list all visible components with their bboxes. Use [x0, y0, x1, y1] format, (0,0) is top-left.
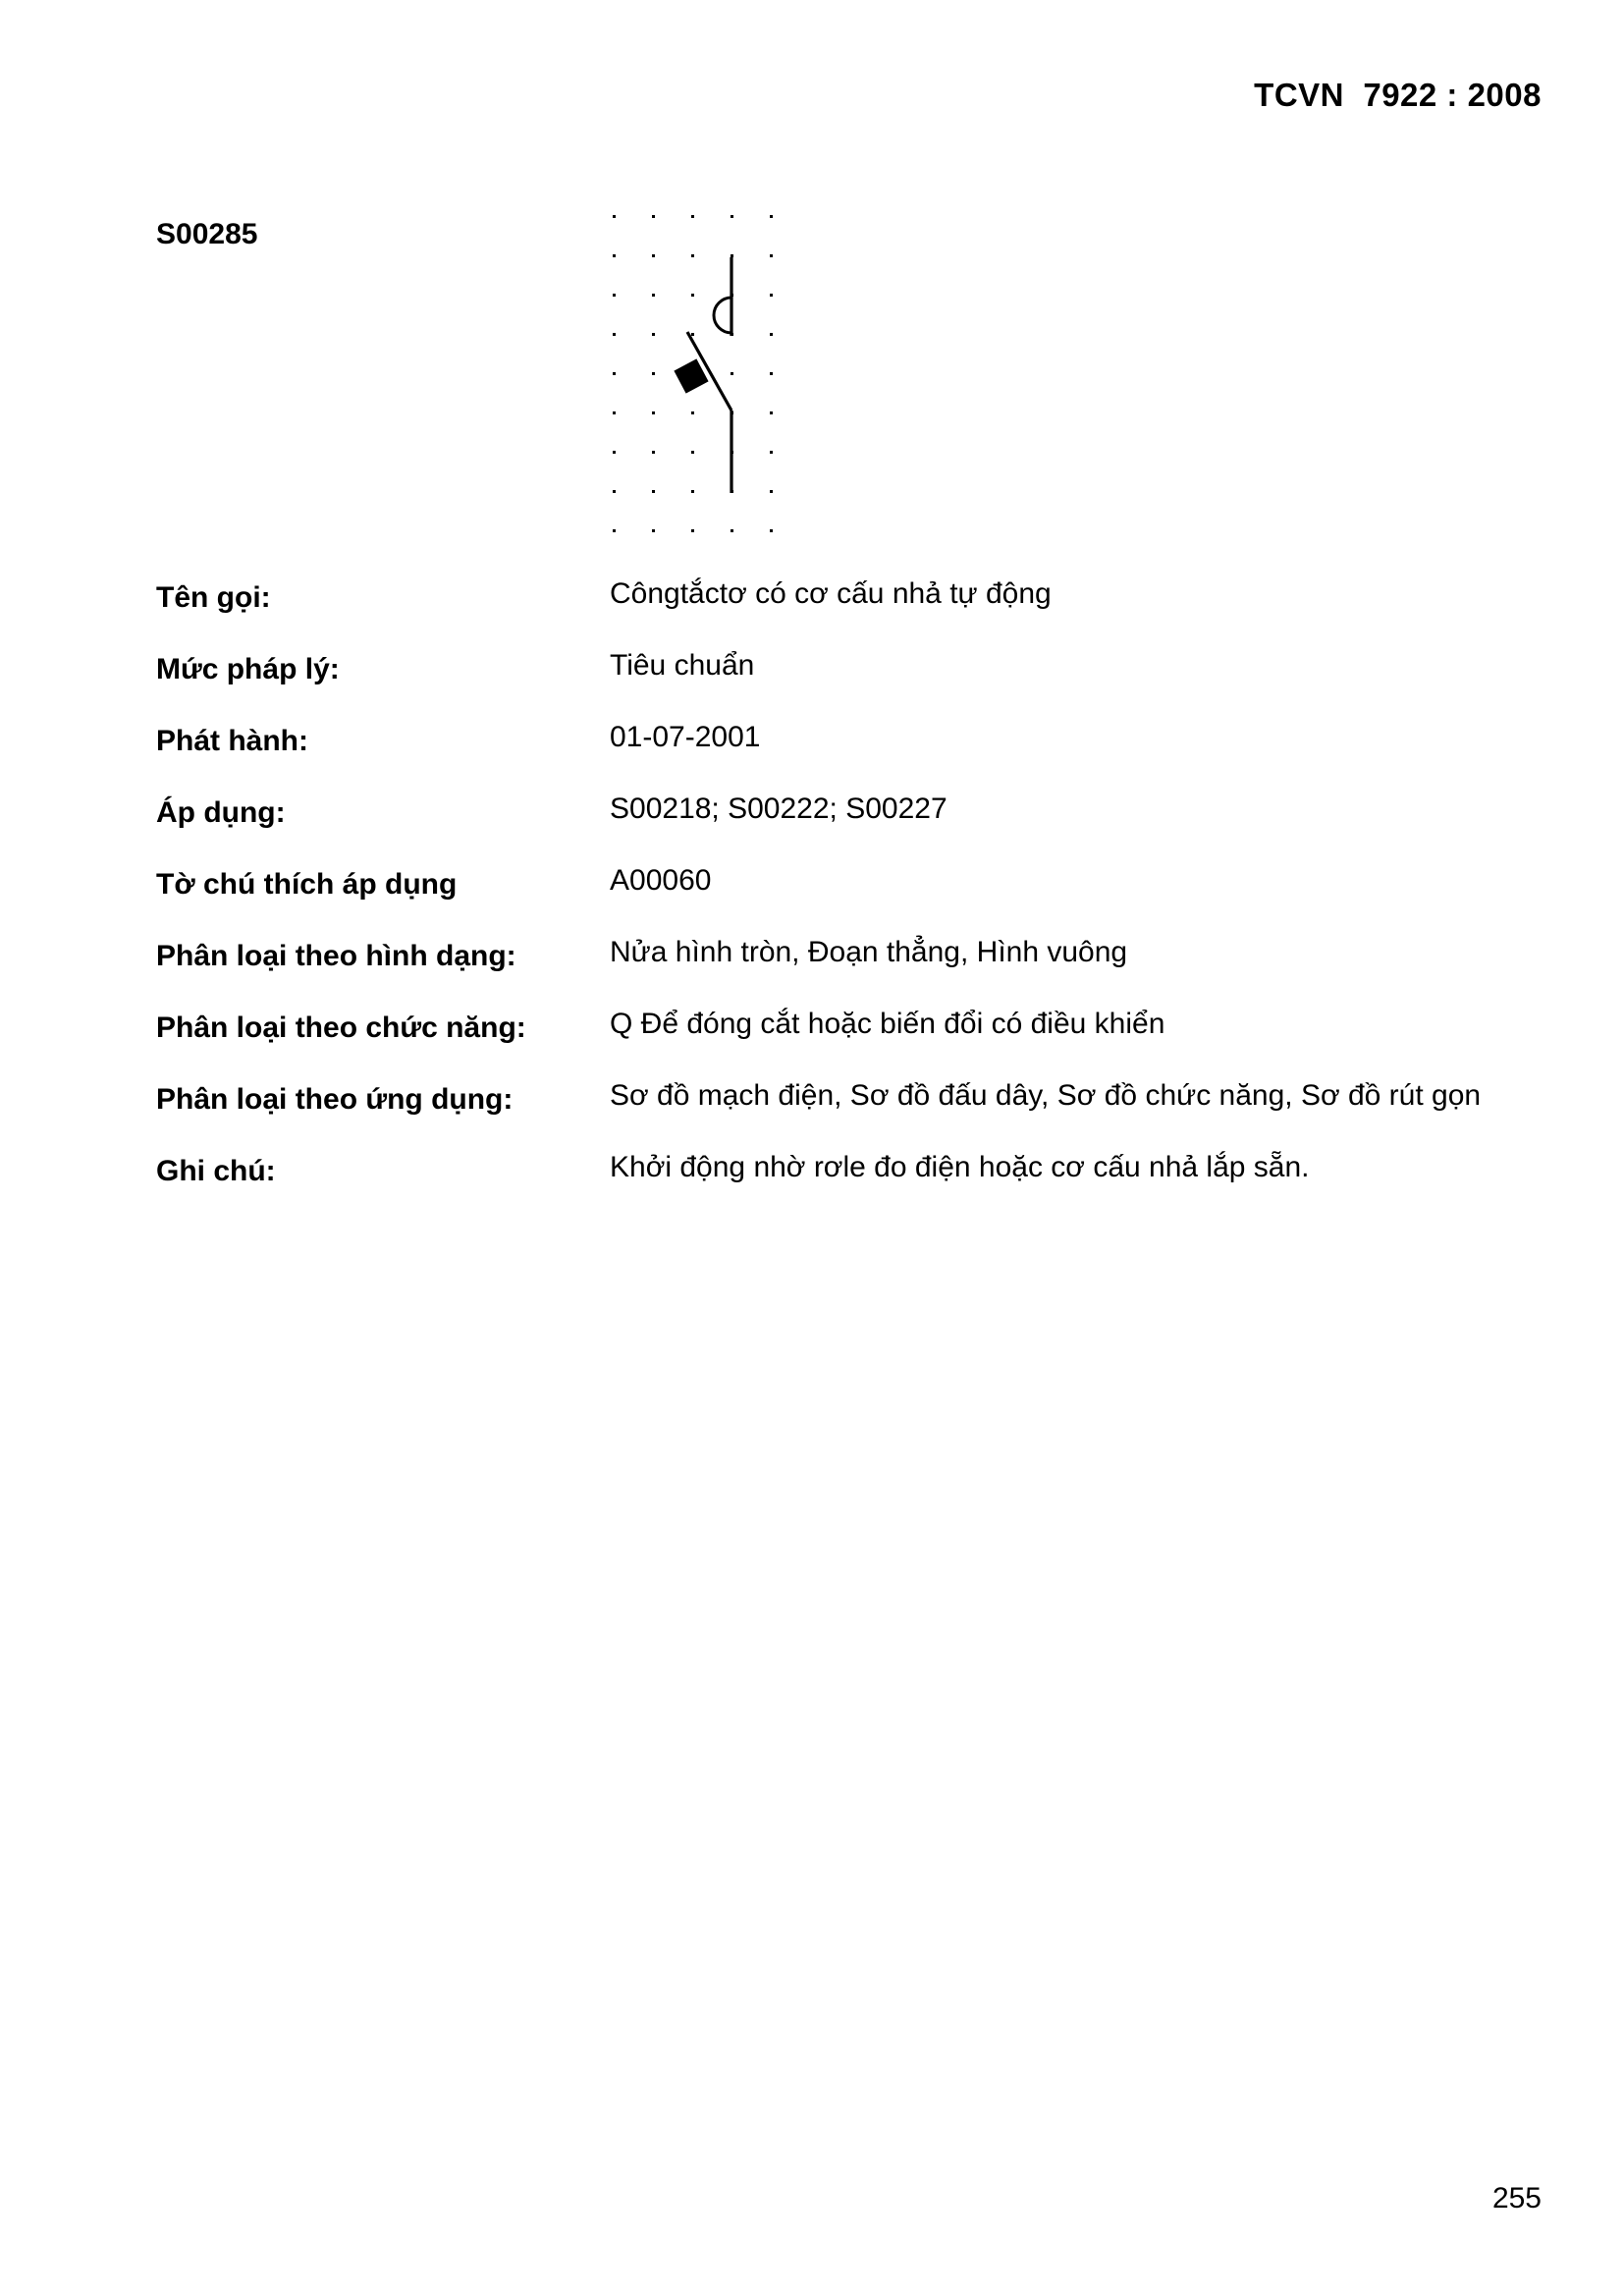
grid-dot [613, 254, 616, 257]
grid-dot [691, 451, 694, 454]
property-row-application-class [156, 1071, 1550, 1143]
grid-dot [613, 490, 616, 493]
grid-dot [731, 372, 733, 375]
grid-dot [770, 451, 773, 454]
grid-dot [691, 294, 694, 297]
property-value: S00218; S00222; S00227 [610, 793, 947, 825]
property-row-issued [156, 713, 1550, 785]
property-row-function-class [156, 1000, 1550, 1071]
grid-dot [652, 254, 655, 257]
grid-dot [770, 529, 773, 532]
grid-dot [652, 529, 655, 532]
grid-dot [691, 215, 694, 218]
symbol-code: S00285 [156, 218, 258, 250]
grid-dot [770, 215, 773, 218]
grid-dot [691, 411, 694, 414]
standard-header: TCVN 7922 : 2008 [1254, 77, 1542, 113]
grid-dot [652, 333, 655, 336]
grid-dot [691, 529, 694, 532]
property-value: Khởi động nhờ rơle đo điện hoặc cơ cấu nhả lắp sẵn. [610, 1151, 1310, 1183]
property-label: Mức pháp lý: [156, 653, 340, 685]
grid-dot [691, 333, 694, 336]
property-row-notes [156, 1143, 1550, 1215]
property-label: Tờ chú thích áp dụng [156, 868, 458, 901]
property-row-shape-class [156, 928, 1550, 1000]
grid-dot [731, 254, 733, 257]
grid-dot [613, 215, 616, 218]
grid-dot [770, 372, 773, 375]
grid-dot [652, 215, 655, 218]
property-row-legal-level [156, 641, 1550, 713]
property-label: Phát hành: [156, 725, 308, 757]
property-value: A00060 [610, 864, 712, 897]
grid-dot [613, 411, 616, 414]
property-label: Ghi chú: [156, 1155, 276, 1187]
grid-dot [652, 411, 655, 414]
grid-dot [691, 490, 694, 493]
property-value: Q Để đóng cắt hoặc biến đổi có điều khiển [610, 1008, 1165, 1040]
grid-dot [652, 490, 655, 493]
grid-dot [770, 294, 773, 297]
grid-dot [691, 254, 694, 257]
grid-dot [770, 333, 773, 336]
grid-dot [770, 411, 773, 414]
grid-dot [731, 529, 733, 532]
property-row-applies [156, 785, 1550, 856]
grid-dot [613, 333, 616, 336]
grid-dot [770, 490, 773, 493]
property-value: Tiêu chuẩn [610, 649, 755, 682]
grid-dot [613, 372, 616, 375]
grid-dot [613, 294, 616, 297]
property-label: Tên gọi: [156, 581, 271, 614]
property-row-annotation-sheet [156, 856, 1550, 928]
contactor-auto-release-symbol-icon [599, 201, 795, 545]
page-number: 255 [1491, 2182, 1542, 2214]
property-label: Phân loại theo ứng dụng: [156, 1083, 514, 1116]
property-label: Phân loại theo hình dạng: [156, 940, 516, 972]
property-value: Nửa hình tròn, Đoạn thẳng, Hình vuông [610, 936, 1128, 968]
grid-dot [770, 254, 773, 257]
property-value: 01-07-2001 [610, 721, 761, 753]
grid-dot [731, 215, 733, 218]
properties-table [156, 570, 1550, 1215]
grid-dot [613, 529, 616, 532]
property-label: Áp dụng: [156, 796, 286, 829]
grid-dot [652, 372, 655, 375]
property-row-name [156, 570, 1550, 641]
property-label: Phân loại theo chức năng: [156, 1011, 526, 1044]
grid-dot [652, 294, 655, 297]
grid-dot [652, 451, 655, 454]
property-value: Sơ đồ mạch điện, Sơ đồ đấu dây, Sơ đồ chức năng, Sơ đồ rút gọn [610, 1079, 1482, 1112]
property-value: Côngtắctơ có cơ cấu nhả tự động [610, 577, 1052, 610]
grid-dot [613, 451, 616, 454]
